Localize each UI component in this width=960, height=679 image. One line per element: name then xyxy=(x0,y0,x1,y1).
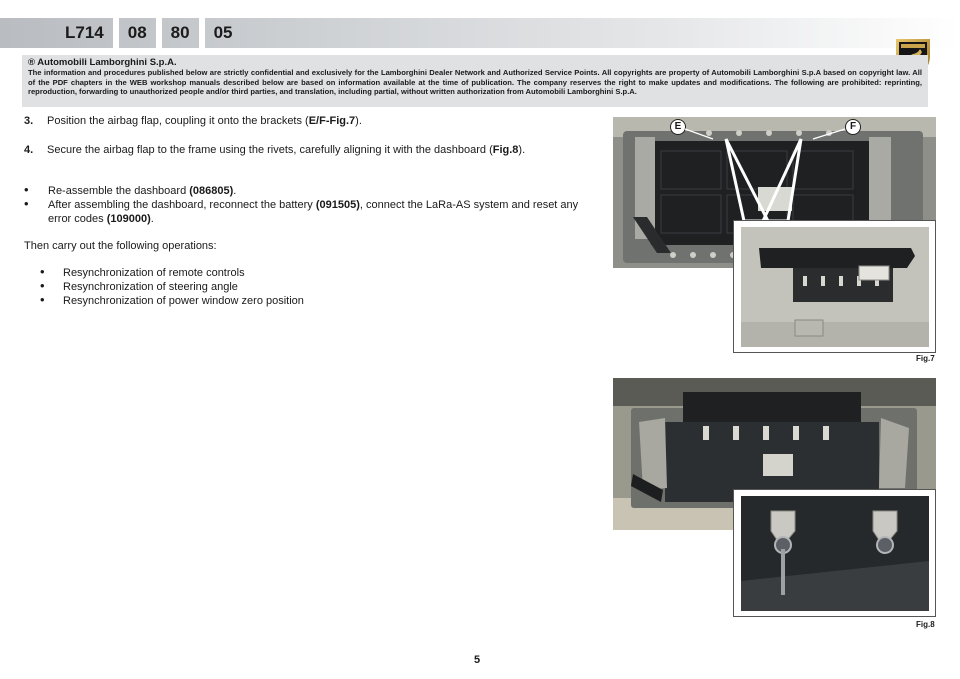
callout-f: F xyxy=(845,119,861,135)
operation-code: 05 xyxy=(213,23,233,42)
model-code: L714 xyxy=(65,23,104,42)
group-code: 08 xyxy=(127,23,147,42)
then-text: Then carry out the following operations: xyxy=(24,240,217,252)
figure-reference: Fig.8 xyxy=(492,144,519,156)
procedure-code: (109000) xyxy=(106,213,151,225)
bullet-icon: • xyxy=(40,264,45,279)
document-code xyxy=(56,18,242,48)
bullet-icon: • xyxy=(24,196,29,211)
bullet-icon: • xyxy=(40,292,45,307)
fig8-label: Fig.8 xyxy=(916,620,935,629)
step-number: 4. xyxy=(24,144,34,156)
fig7-detail-photo xyxy=(733,220,936,353)
notice-title: ® Automobili Lamborghini S.p.A. xyxy=(28,57,177,68)
notice-body: The information and procedures published below are strictly confidential and exclusively for the Lamborghini Dealer Network and Authorized Service Points. All copyrights are property of Automobili Lamborghini S.p.A based on copyright law. All of the PDF chapters in the WEB workshop manuals described below are based on information available at the time of publication. The company reserves the right to make updates and modifications. The following are prohibited: reprinting, reproduction, forwarding to unauthorized people and/or third parties, and translation, including partial, without written authorization from Automobili Lamborghini S.p.A. xyxy=(28,68,922,97)
bullet-icon: • xyxy=(40,278,45,293)
figure-reference: E/F-Fig.7 xyxy=(308,115,356,127)
subgroup-code: 80 xyxy=(170,23,190,42)
procedure-code: (086805) xyxy=(189,185,234,197)
copyright-notice xyxy=(22,55,928,107)
fig7-label: Fig.7 xyxy=(916,354,935,363)
step-3: 3. Position the airbag flap, coupling it onto the brackets (E/F-Fig.7). xyxy=(24,115,362,127)
fig8-detail-photo xyxy=(733,489,936,617)
page-number: 5 xyxy=(474,654,481,666)
bullet-icon: • xyxy=(24,182,29,197)
procedure-code: (091505) xyxy=(315,199,360,211)
step-number: 3. xyxy=(24,115,34,127)
step-4: 4. Secure the airbag flap to the frame using the rivets, carefully aligning it with the dashboard (Fig.8). xyxy=(24,144,526,156)
callout-e: E xyxy=(670,119,686,135)
